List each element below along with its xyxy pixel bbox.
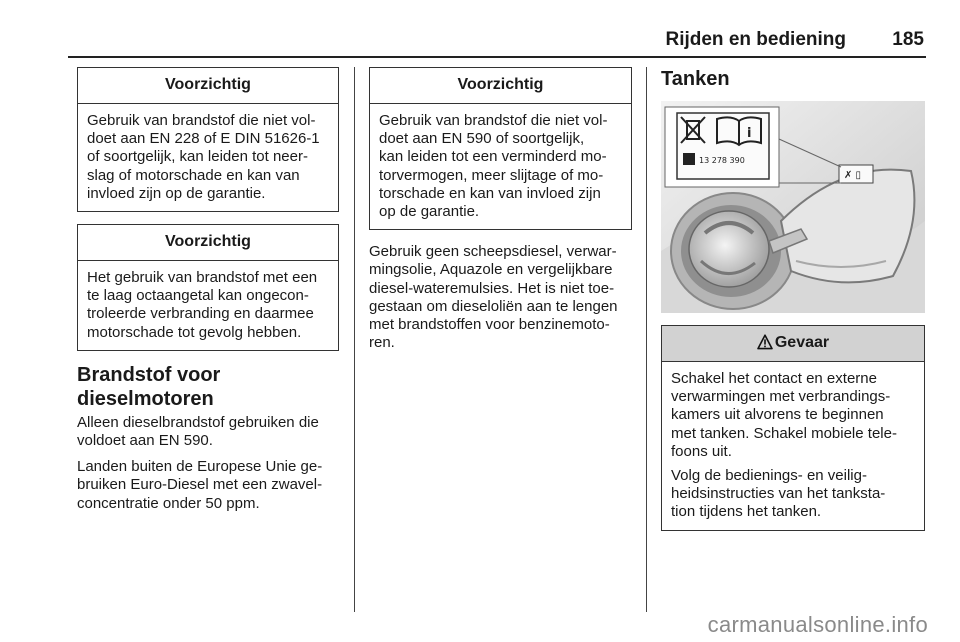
column-right xyxy=(661,67,925,531)
paragraph-euro-diesel: Landen buiten de Europese Unie ge- bruiken Euro-Diesel met een zwavel- concentratie onder 50 ppm. xyxy=(77,458,323,512)
caution-heading: Voorzichtig xyxy=(370,68,631,104)
caution-text xyxy=(78,104,338,211)
column-left xyxy=(77,67,339,521)
section-title-refuelling: Tanken xyxy=(661,68,730,90)
caution-paragraph: Gebruik van brandstof die niet vol- doet aan EN 590 of soortgelijk, kan leiden tot een verminderd mo- torvermogen, meer slijtage of mo- torschade en kan van invloed zijn op de garantie. xyxy=(379,112,608,221)
column-divider xyxy=(646,67,647,612)
caution-box-octane xyxy=(77,224,339,351)
danger-text xyxy=(662,362,924,530)
paragraph-marine-diesel: Gebruik geen scheepsdiesel, verwar- mingsolie, Aquazole en vergelijkbare diesel-wateremulsies. Het is niet toe- gestaan om dieseloliën aan te lengen met brandstoffen voor benzinemoto- ren. xyxy=(369,243,618,352)
danger-heading: Gevaar xyxy=(662,326,924,362)
header-title: Rijden en bediening xyxy=(665,29,846,50)
caution-heading: Voorzichtig xyxy=(78,68,338,104)
danger-paragraph-ignition: Schakel het contact en externe verwarmingen met verbrandings- kamers uit alvorens te beginnen met tanken. Schakel mobiele tele- foons uit. xyxy=(671,370,897,460)
caution-paragraph: Gebruik van brandstof die niet vol- doet aan EN 228 of E DIN 51626-1 of soortgelijk, kan leiden tot neer- slag of motorschade en kan van invloed zijn op de garantie. xyxy=(87,112,320,202)
warning-triangle-icon xyxy=(757,334,773,350)
watermark-text: carmanualsonline.info xyxy=(707,612,928,637)
danger-paragraph-instructions: Volg de bedienings- en veilig- heidsinstructies van het tanksta- tion tijdens het tanken. xyxy=(671,467,886,521)
page-header xyxy=(68,26,926,58)
column-divider xyxy=(354,67,355,612)
paragraph-diesel-en590: Alleen dieselbrandstof gebruiken die voldoet aan EN 590. xyxy=(77,413,319,450)
svg-text:i: i xyxy=(747,126,752,141)
danger-box-refuelling xyxy=(661,325,925,531)
svg-text:✗ ▯: ✗ ▯ xyxy=(844,170,862,181)
caution-text xyxy=(370,104,631,229)
caution-heading: Voorzichtig xyxy=(78,225,338,261)
fuel-filler-illustration xyxy=(661,101,925,313)
page-number: 185 xyxy=(892,29,924,50)
label-part-code: 13 278 390 xyxy=(699,156,745,165)
caution-box-fuel-standard xyxy=(77,67,339,212)
column-middle xyxy=(369,67,632,360)
caution-box-diesel xyxy=(369,67,632,230)
caution-text xyxy=(78,261,338,350)
caution-paragraph: Het gebruik van brandstof met een te laag octaangetal kan ongecon- troleerde verbranding en daarmee motorschade tot gevolg hebben. xyxy=(87,269,318,341)
section-title-diesel: Brandstof voor dieselmotoren xyxy=(77,363,221,410)
